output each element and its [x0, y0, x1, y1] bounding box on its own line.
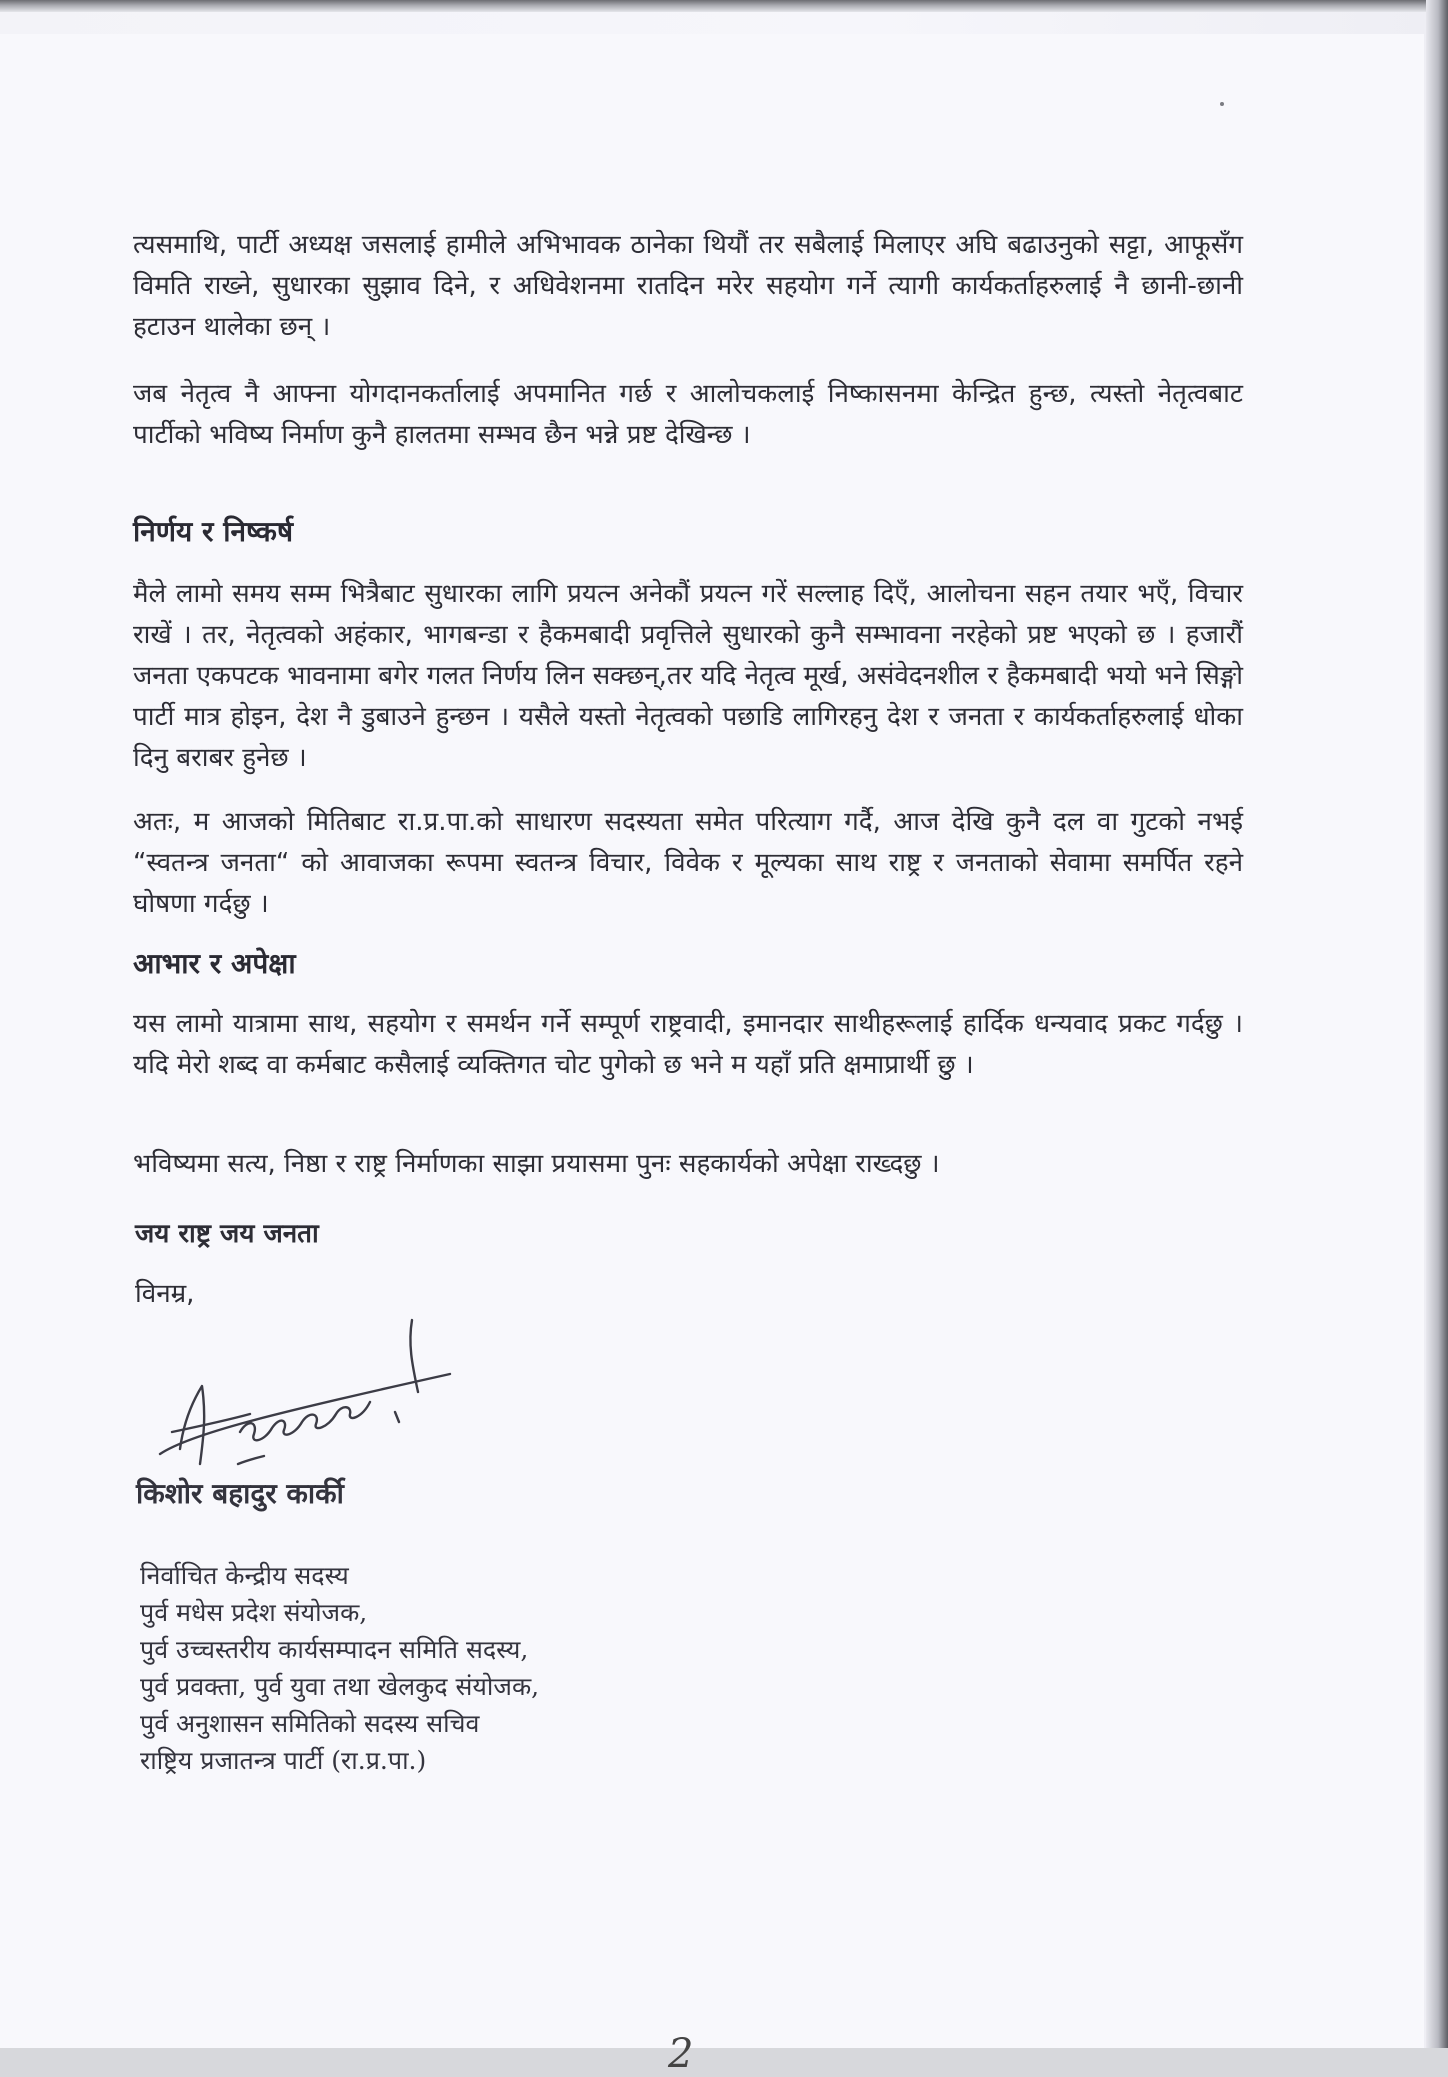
signer-title: निर्वाचित केन्द्रीय सदस्य — [140, 1561, 349, 1590]
signer-title: पुर्व अनुशासन समितिको सदस्य सचिव — [140, 1709, 480, 1738]
decision-paragraph-2: अतः, म आजको मितिबाट रा.प्र.पा.को साधारण सदस्यता समेत परित्याग गर्दै, आज देखि कुनै दल वा गुटको नभई “स्वतन्त्र जनता“ को आवाजका रूपमा स्वतन्त्र विचार, विवेक र मूल्यका साथ राष्ट्र र जनताको सेवामा समर्पित रहने घोषणा गर्दछु । — [133, 807, 1243, 919]
signature-crossbar-stroke — [172, 1414, 250, 1432]
signature-tick-stroke — [395, 1412, 399, 1422]
slogan: जय राष्ट्र जय जनता — [135, 1219, 319, 1249]
gratitude-heading: आभार र अपेक्षा — [133, 947, 296, 980]
letter-page — [0, 34, 1424, 2077]
signer-title: पुर्व प्रवक्ता, पुर्व युवा तथा खेलकुद संयोजक, — [140, 1672, 540, 1701]
intro-paragraph-1: त्यसमाथि, पार्टी अध्यक्ष जसलाई हामीले अभिभावक ठानेका थियौं तर सबैलाई मिलाएर अघि बढाउनुको सट्टा, आफूसँग विमति राख्ने, सुधारका सुझाव दिने, र अधिवेशनमा रातदिन मरेर सहयोग गर्ने त्यागी कार्यकर्ताहरुलाई नै छानी-छानी हटाउन थालेका छन् । — [133, 230, 1243, 342]
handwritten-signature — [150, 1314, 470, 1484]
signature-tail-stroke — [238, 1456, 264, 1464]
scan-right-edge — [1426, 0, 1448, 2048]
closing-salutation: विनम्र, — [135, 1279, 195, 1309]
signer-title: राष्ट्रिय प्रजातन्त्र पार्टी (रा.प्र.पा.) — [140, 1746, 427, 1775]
scan-top-edge — [0, 0, 1448, 12]
signer-titles — [140, 1557, 539, 1779]
decision-paragraph-1: मैले लामो समय सम्म भित्रैबाट सुधारका लागि प्रयत्न अनेकौं प्रयत्न गरें सल्लाह दिएँ, आलोचना सहन तयार भएँ, विचार राखें । तर, नेतृत्वको अहंकार, भागबन्डा र हैकमबादी प्रवृत्तिले सुधारको कुनै सम्भावना नरहेको प्रष्ट भएको छ । हजारौं जनता एकपटक भावनामा बगेर गलत निर्णय लिन सक्छन्,तर यदि नेतृत्व मूर्ख, असंवेदनशील र हैकमबादी भयो भने सिङ्गो पार्टी मात्र होइन, देश नै डुबाउने हुन्छन । यसैले यस्तो नेतृत्वको पछाडि लागिरहनु देश र जनता र कार्यकर्ताहरुलाई धोका दिनु बराबर हुनेछ । — [133, 579, 1243, 773]
gratitude-paragraph-2: भविष्यमा सत्य, निष्ठा र राष्ट्र निर्माणका साझा प्रयासमा पुनः सहकार्यको अपेक्षा राख्दछु । — [133, 1149, 940, 1179]
signer-title: पुर्व मधेस प्रदेश संयोजक, — [140, 1598, 368, 1627]
scan-speck — [1220, 102, 1224, 106]
signer-title: पुर्व उच्चस्तरीय कार्यसम्पादन समिति सदस्य, — [140, 1635, 529, 1664]
decision-heading: निर्णय र निष्कर्ष — [133, 515, 294, 548]
gratitude-paragraph-1: यस लामो यात्रामा साथ, सहयोग र समर्थन गर्ने सम्पूर्ण राष्ट्रवादी, इमानदार साथीहरूलाई हार्दिक धन्यवाद प्रकट गर्दछु । यदि मेरो शब्द वा कर्मबाट कसैलाई व्यक्तिगत चोट पुगेको छ भने म यहाँ प्रति क्षमाप्रार्थी छु । — [133, 1009, 1243, 1080]
intro-paragraph-2: जब नेतृत्व नै आफ्ना योगदानकर्तालाई अपमानित गर्छ र आलोचकलाई निष्कासनमा केन्द्रित हुन्छ, त्यस्तो नेतृत्वबाट पार्टीको भविष्य निर्माण कुनै हालतमा सम्भव छैन भन्ने प्रष्ट देखिन्छ । — [133, 379, 1243, 450]
signer-name: किशोर बहादुर कार्की — [136, 1477, 344, 1510]
page-number: 2 — [668, 2031, 694, 2077]
